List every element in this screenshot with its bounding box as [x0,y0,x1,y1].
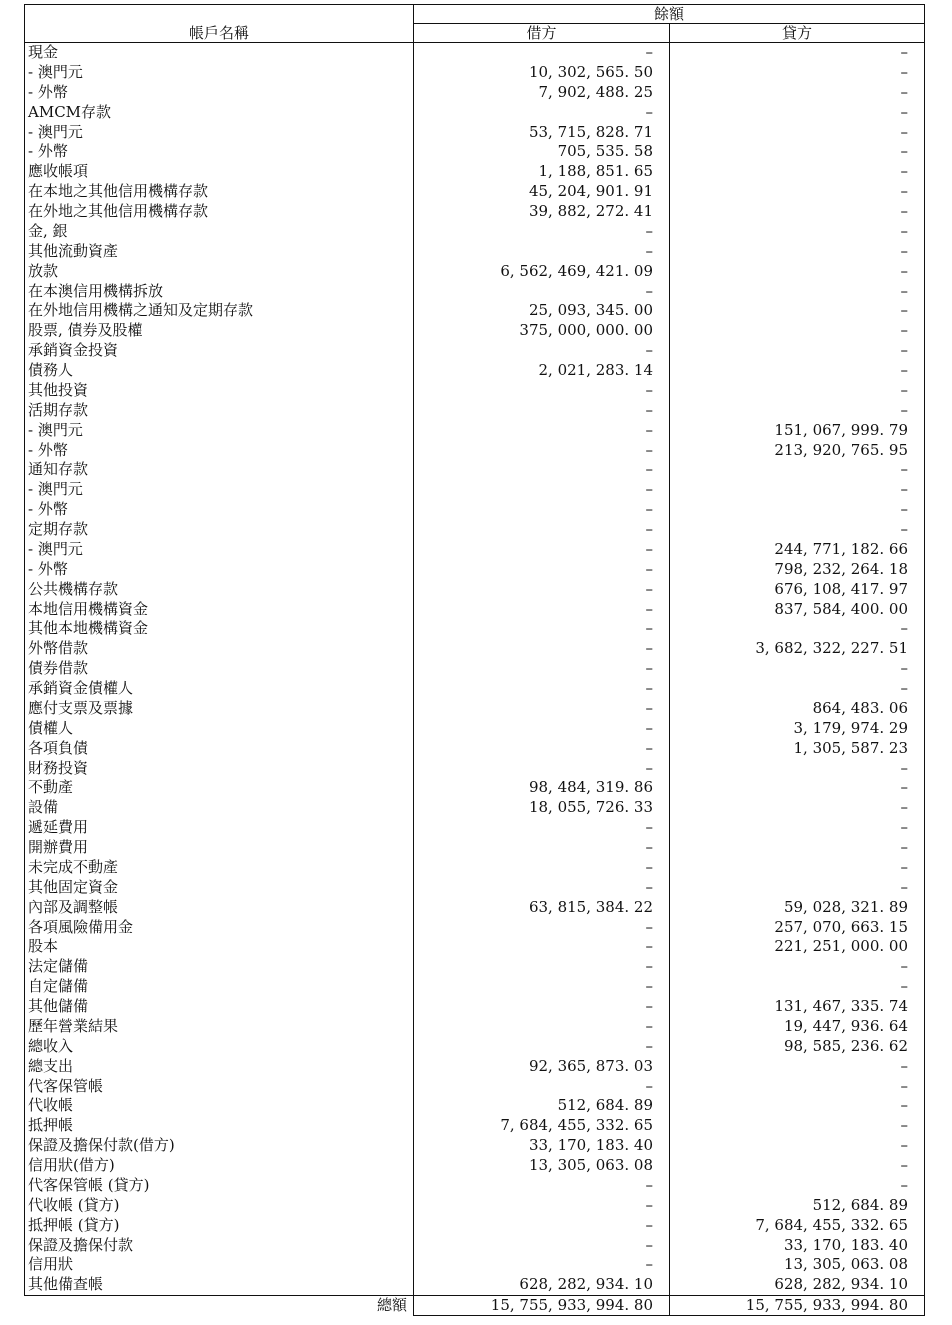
table-row [25,560,925,580]
account-name-cell: 代客保管帳 (貸方) [25,1176,414,1196]
debit-cell: – [414,818,670,838]
credit-cell: 512, 684. 89 [670,1196,925,1216]
debit-cell: – [414,103,670,123]
table-row [25,878,925,898]
table-row [25,540,925,560]
table-row [25,1136,925,1156]
debit-cell: 7, 684, 455, 332. 65 [414,1116,670,1136]
credit-cell: – [670,858,925,878]
account-name-cell: 在外地之其他信用機構存款 [25,202,414,222]
debit-cell: – [414,1196,670,1216]
account-name-cell: - 澳門元 [25,480,414,500]
table-row [25,679,925,699]
credit-cell: – [670,142,925,162]
table-row [25,580,925,600]
account-name-cell: 其他備查帳 [25,1275,414,1295]
debit-cell: 98, 484, 319. 86 [414,778,670,798]
credit-cell: 13, 305, 063. 08 [670,1255,925,1275]
account-name-cell: 代客保管帳 [25,1077,414,1097]
table-row [25,778,925,798]
debit-cell: 39, 882, 272. 41 [414,202,670,222]
table-row [25,997,925,1017]
credit-cell: – [670,381,925,401]
total-debit: 15, 755, 933, 994. 80 [414,1296,670,1316]
account-name-cell: 本地信用機構資金 [25,600,414,620]
account-name-cell: 在外地信用機構之通知及定期存款 [25,301,414,321]
debit-cell: – [414,1216,670,1236]
debit-cell: 63, 815, 384. 22 [414,898,670,918]
table-row [25,242,925,262]
credit-cell: – [670,282,925,302]
table-row [25,123,925,143]
credit-cell: – [670,83,925,103]
debit-cell: 2, 021, 283. 14 [414,361,670,381]
table-row [25,162,925,182]
debit-cell: 13, 305, 063. 08 [414,1156,670,1176]
credit-cell: – [670,778,925,798]
account-name-cell: 總收入 [25,1037,414,1057]
account-name-cell: 不動產 [25,778,414,798]
account-name-cell: 抵押帳 (貸方) [25,1216,414,1236]
debit-cell: – [414,957,670,977]
trial-balance-table [24,4,925,1316]
debit-cell: 10, 302, 565. 50 [414,63,670,83]
credit-cell: – [670,43,925,63]
debit-cell: – [414,600,670,620]
table-row [25,1255,925,1275]
debit-cell: – [414,381,670,401]
account-name-cell: - 外幣 [25,560,414,580]
credit-cell: – [670,818,925,838]
account-name-cell: 內部及調整帳 [25,898,414,918]
credit-cell: – [670,361,925,381]
table-row [25,361,925,381]
account-name-cell: 其他本地機構資金 [25,619,414,639]
debit-cell: 7, 902, 488. 25 [414,83,670,103]
debit-cell: 628, 282, 934. 10 [414,1275,670,1295]
credit-cell: – [670,838,925,858]
credit-cell: 33, 170, 183. 40 [670,1236,925,1256]
table-row [25,739,925,759]
credit-cell: – [670,103,925,123]
debit-cell: – [414,1176,670,1196]
table-row [25,600,925,620]
table-row [25,1037,925,1057]
table-row [25,798,925,818]
header-credit: 貸方 [670,24,925,43]
table-row [25,1216,925,1236]
account-name-cell: 遞延費用 [25,818,414,838]
account-name-cell: 保證及擔保付款 [25,1236,414,1256]
table-row [25,341,925,361]
credit-cell: 3, 682, 322, 227. 51 [670,639,925,659]
credit-cell: – [670,1176,925,1196]
account-name-cell: 債務人 [25,361,414,381]
account-name-cell: 在本地之其他信用機構存款 [25,182,414,202]
account-name-cell: - 澳門元 [25,63,414,83]
debit-cell: – [414,421,670,441]
table-row [25,202,925,222]
table-row [25,83,925,103]
table-row [25,1236,925,1256]
account-name-cell: - 外幣 [25,500,414,520]
debit-cell: – [414,480,670,500]
table-row [25,957,925,977]
debit-cell: – [414,401,670,421]
table-row [25,500,925,520]
account-name-cell: 各項風險備用金 [25,918,414,938]
debit-cell: – [414,500,670,520]
table-row [25,759,925,779]
debit-cell: – [414,341,670,361]
credit-cell: – [670,759,925,779]
account-name-cell: 其他流動資產 [25,242,414,262]
debit-cell: – [414,540,670,560]
account-name-cell: - 外幣 [25,142,414,162]
table-row [25,858,925,878]
credit-cell: – [670,1116,925,1136]
table-row [25,401,925,421]
table-row [25,619,925,639]
credit-cell: – [670,1096,925,1116]
credit-cell: – [670,957,925,977]
debit-cell: – [414,282,670,302]
total-row [25,1296,925,1316]
credit-cell: – [670,1156,925,1176]
table-row [25,282,925,302]
credit-cell: 59, 028, 321. 89 [670,898,925,918]
debit-cell: 25, 093, 345. 00 [414,301,670,321]
credit-cell: 98, 585, 236. 62 [670,1037,925,1057]
credit-cell: – [670,878,925,898]
credit-cell: – [670,63,925,83]
credit-cell: 131, 467, 335. 74 [670,997,925,1017]
debit-cell: – [414,858,670,878]
credit-cell: – [670,162,925,182]
account-name-cell: 承銷資金債權人 [25,679,414,699]
account-name-cell: - 澳門元 [25,123,414,143]
account-name-cell: 債券借款 [25,659,414,679]
debit-cell: – [414,739,670,759]
credit-cell: – [670,480,925,500]
table-row [25,659,925,679]
credit-cell: – [670,1057,925,1077]
debit-cell: – [414,878,670,898]
table-row [25,43,925,63]
table-row [25,937,925,957]
debit-cell: – [414,679,670,699]
credit-cell: 628, 282, 934. 10 [670,1275,925,1295]
account-name-cell: 承銷資金投資 [25,341,414,361]
table-header [25,5,925,43]
account-name-cell: 現金 [25,43,414,63]
account-name-cell: - 澳門元 [25,540,414,560]
account-name-cell: 設備 [25,798,414,818]
table-row [25,1116,925,1136]
table-row [25,421,925,441]
account-name-cell: 歷年營業結果 [25,1017,414,1037]
table-row [25,918,925,938]
account-name-cell: 放款 [25,262,414,282]
debit-cell: – [414,918,670,938]
account-name-cell: 代收帳 (貸方) [25,1196,414,1216]
account-name-cell: 其他儲備 [25,997,414,1017]
account-name-cell: 各項負債 [25,739,414,759]
debit-cell: 705, 535. 58 [414,142,670,162]
debit-cell: – [414,719,670,739]
table-body [25,43,925,1296]
credit-cell: – [670,520,925,540]
account-name-cell: 股本 [25,937,414,957]
credit-cell: 3, 179, 974. 29 [670,719,925,739]
credit-cell: – [670,679,925,699]
debit-cell: – [414,759,670,779]
account-name-cell: 應收帳項 [25,162,414,182]
debit-cell: – [414,460,670,480]
credit-cell: – [670,242,925,262]
total-label: 總額 [25,1296,414,1316]
credit-cell: 676, 108, 417. 97 [670,580,925,600]
account-name-cell: 股票, 債券及股權 [25,321,414,341]
debit-cell: 33, 170, 183. 40 [414,1136,670,1156]
account-name-cell: 自定儲備 [25,977,414,997]
credit-cell: 1, 305, 587. 23 [670,739,925,759]
table-row [25,520,925,540]
debit-cell: 45, 204, 901. 91 [414,182,670,202]
account-name-cell: 信用狀 [25,1255,414,1275]
table-row [25,838,925,858]
total-credit: 15, 755, 933, 994. 80 [670,1296,925,1316]
debit-cell: – [414,1037,670,1057]
table-row [25,699,925,719]
debit-cell: – [414,441,670,461]
credit-cell: – [670,1077,925,1097]
debit-cell: – [414,659,670,679]
account-name-cell: - 外幣 [25,83,414,103]
credit-cell: – [670,301,925,321]
debit-cell: 512, 684. 89 [414,1096,670,1116]
account-name-cell: 外幣借款 [25,639,414,659]
header-balance: 餘額 [414,5,925,24]
table-row [25,142,925,162]
debit-cell: – [414,222,670,242]
table-row [25,480,925,500]
credit-cell: 837, 584, 400. 00 [670,600,925,620]
account-name-cell: 債權人 [25,719,414,739]
table-row [25,898,925,918]
account-name-cell: 信用狀(借方) [25,1156,414,1176]
account-name-cell: 法定儲備 [25,957,414,977]
table-row [25,818,925,838]
table-row [25,977,925,997]
debit-cell: – [414,520,670,540]
account-name-cell: 抵押帳 [25,1116,414,1136]
credit-cell: – [670,1136,925,1156]
credit-cell: – [670,262,925,282]
debit-cell: – [414,1017,670,1037]
account-name-cell: 總支出 [25,1057,414,1077]
account-name-cell: 活期存款 [25,401,414,421]
table-row [25,1275,925,1295]
credit-cell: – [670,182,925,202]
account-name-cell: 其他投資 [25,381,414,401]
debit-cell: 1, 188, 851. 65 [414,162,670,182]
debit-cell: – [414,977,670,997]
credit-cell: – [670,659,925,679]
table-row [25,1017,925,1037]
table-row [25,1176,925,1196]
table-row [25,182,925,202]
header-debit: 借方 [414,24,670,43]
debit-cell: 53, 715, 828. 71 [414,123,670,143]
credit-cell: – [670,619,925,639]
debit-cell: 6, 562, 469, 421. 09 [414,262,670,282]
account-name-cell: 未完成不動產 [25,858,414,878]
debit-cell: – [414,838,670,858]
debit-cell: – [414,43,670,63]
account-name-cell: - 外幣 [25,441,414,461]
debit-cell: – [414,580,670,600]
credit-cell: – [670,460,925,480]
credit-cell: – [670,977,925,997]
table-row [25,262,925,282]
debit-cell: 375, 000, 000. 00 [414,321,670,341]
account-name-cell: 公共機構存款 [25,580,414,600]
credit-cell: 864, 483. 06 [670,699,925,719]
table-row [25,381,925,401]
credit-cell: – [670,222,925,242]
credit-cell: – [670,798,925,818]
credit-cell: 213, 920, 765. 95 [670,441,925,461]
credit-cell: – [670,321,925,341]
account-name-cell: 在本澳信用機構拆放 [25,282,414,302]
debit-cell: – [414,619,670,639]
debit-cell: 18, 055, 726. 33 [414,798,670,818]
account-name-cell: 開辦費用 [25,838,414,858]
account-name-cell: 財務投資 [25,759,414,779]
debit-cell: – [414,639,670,659]
debit-cell: – [414,1077,670,1097]
debit-cell: – [414,560,670,580]
table-row [25,1096,925,1116]
account-name-cell: 其他固定資金 [25,878,414,898]
debit-cell: – [414,1236,670,1256]
account-name-cell: 保證及擔保付款(借方) [25,1136,414,1156]
account-name-cell: AMCM存款 [25,103,414,123]
credit-cell: 221, 251, 000. 00 [670,937,925,957]
table-row [25,301,925,321]
credit-cell: – [670,202,925,222]
account-name-cell: 金, 銀 [25,222,414,242]
table-row [25,460,925,480]
credit-cell: 19, 447, 936. 64 [670,1017,925,1037]
credit-cell: – [670,401,925,421]
credit-cell: 257, 070, 663. 15 [670,918,925,938]
credit-cell: 798, 232, 264. 18 [670,560,925,580]
credit-cell: – [670,500,925,520]
table-row [25,639,925,659]
credit-cell: 7, 684, 455, 332. 65 [670,1216,925,1236]
table-row [25,719,925,739]
debit-cell: – [414,242,670,262]
credit-cell: 151, 067, 999. 79 [670,421,925,441]
debit-cell: 92, 365, 873. 03 [414,1057,670,1077]
account-name-cell: 代收帳 [25,1096,414,1116]
debit-cell: – [414,937,670,957]
table-row [25,63,925,83]
credit-cell: 244, 771, 182. 66 [670,540,925,560]
table-row [25,103,925,123]
debit-cell: – [414,699,670,719]
table-row [25,1077,925,1097]
account-name-cell: - 澳門元 [25,421,414,441]
account-name-cell: 通知存款 [25,460,414,480]
table-row [25,1057,925,1077]
debit-cell: – [414,997,670,1017]
debit-cell: – [414,1255,670,1275]
header-account-name: 帳戶名稱 [25,5,414,43]
table-row [25,1156,925,1176]
table-row [25,321,925,341]
table-row [25,222,925,242]
account-name-cell: 應付支票及票據 [25,699,414,719]
credit-cell: – [670,341,925,361]
table-row [25,1196,925,1216]
table-row [25,441,925,461]
account-name-cell: 定期存款 [25,520,414,540]
credit-cell: – [670,123,925,143]
